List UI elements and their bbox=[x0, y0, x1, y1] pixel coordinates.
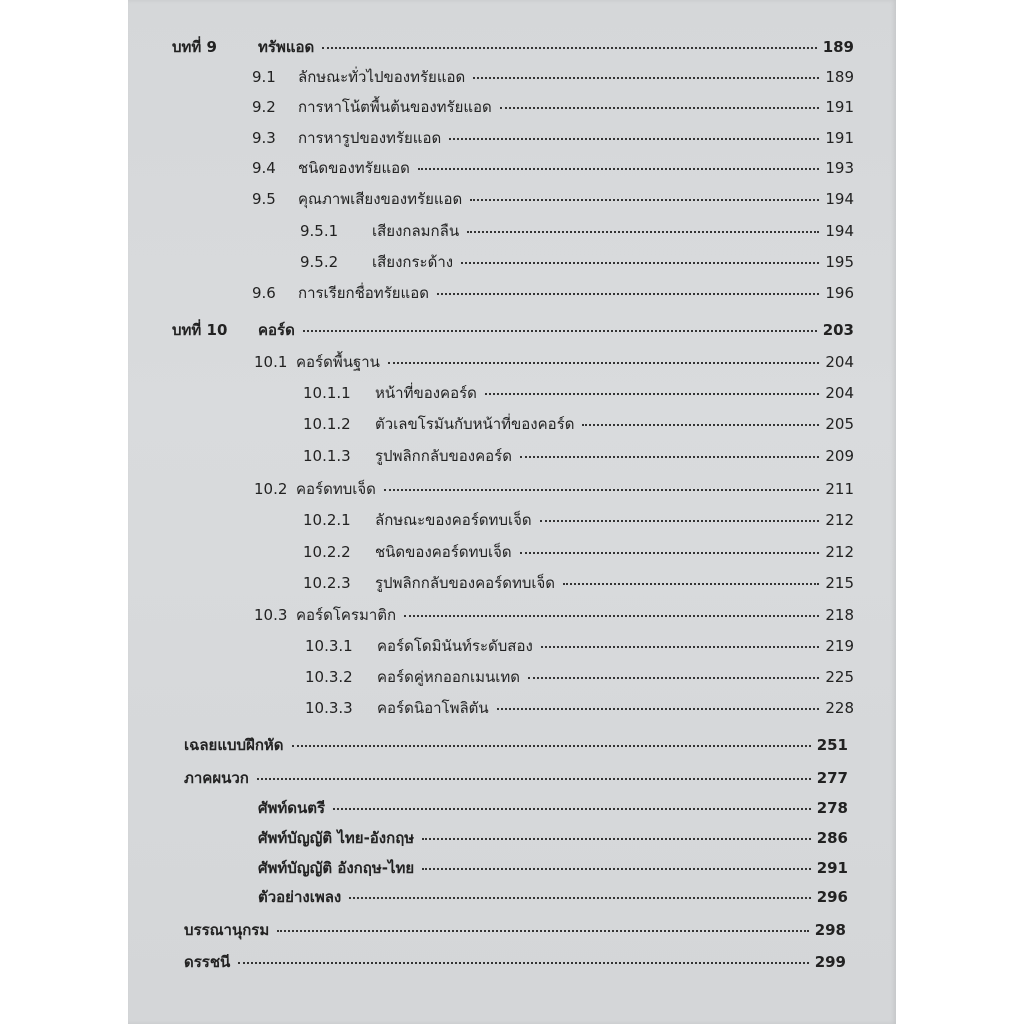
toc-number: 10.2 bbox=[254, 480, 288, 498]
dot-leader bbox=[467, 231, 819, 233]
toc-title: คอร์ดทบเจ็ด bbox=[296, 480, 376, 498]
toc-title: ตัวอย่างเพลง bbox=[258, 888, 342, 906]
toc-number: 10.2.3 bbox=[303, 574, 351, 592]
toc-title: ชนิดของทรัยแอด bbox=[298, 159, 410, 177]
toc-number: 9.6 bbox=[252, 284, 276, 302]
dot-leader bbox=[582, 424, 819, 426]
toc-title: คอร์ดโดมินันท์ระดับสอง bbox=[377, 637, 533, 655]
dot-leader bbox=[292, 745, 811, 747]
dot-leader bbox=[520, 456, 819, 458]
toc-title: คอร์ดพื้นฐาน bbox=[296, 353, 380, 371]
dot-leader bbox=[303, 330, 817, 332]
toc-entry bbox=[184, 733, 848, 757]
toc-page: 286 bbox=[816, 829, 848, 847]
toc-number: 9.5.1 bbox=[300, 222, 339, 240]
toc-number: 10.1 bbox=[254, 353, 288, 371]
toc-page: 219 bbox=[825, 637, 854, 655]
toc-number: 10.1.2 bbox=[303, 415, 351, 433]
toc-entry bbox=[172, 35, 854, 59]
toc-page: 212 bbox=[825, 511, 854, 529]
toc-title: รูปพลิกกลับของคอร์ด bbox=[375, 447, 512, 465]
toc-entry bbox=[252, 65, 854, 89]
toc-title: ศัพท์บัญญัติ อังกฤษ-ไทย bbox=[258, 859, 415, 877]
toc-entry bbox=[254, 477, 854, 501]
toc-number: 9.5.2 bbox=[300, 253, 339, 271]
toc-entry bbox=[305, 665, 854, 689]
toc-title: คุณภาพเสียงของทรัยแอด bbox=[298, 190, 463, 208]
dot-leader bbox=[422, 868, 811, 870]
toc-entry bbox=[252, 187, 854, 211]
dot-leader bbox=[418, 168, 819, 170]
toc-page: 209 bbox=[825, 447, 854, 465]
dot-leader bbox=[473, 77, 819, 79]
toc-title: ลักษณะของคอร์ดทบเจ็ด bbox=[375, 511, 532, 529]
dot-leader bbox=[497, 708, 820, 710]
dot-leader bbox=[322, 47, 816, 49]
toc-number: 10.3.3 bbox=[305, 699, 353, 717]
toc-number: 9.4 bbox=[252, 159, 276, 177]
toc-entry bbox=[258, 826, 848, 850]
toc-page: 225 bbox=[825, 668, 854, 686]
toc-title: เสียงกระด้าง bbox=[372, 253, 454, 271]
toc-number: 9.3 bbox=[252, 129, 276, 147]
dot-leader bbox=[422, 838, 811, 840]
toc-title: เสียงกลมกลืน bbox=[372, 222, 460, 240]
toc-entry bbox=[252, 156, 854, 180]
toc-entry bbox=[252, 126, 854, 150]
toc-page: 277 bbox=[816, 769, 848, 787]
toc-title: ดรรชนี bbox=[184, 953, 231, 971]
dot-leader bbox=[238, 962, 808, 964]
toc-number: 10.3 bbox=[254, 606, 288, 624]
dot-leader bbox=[349, 897, 810, 899]
toc-page: 215 bbox=[825, 574, 854, 592]
dot-leader bbox=[449, 138, 819, 140]
dot-leader bbox=[277, 930, 808, 932]
dot-leader bbox=[384, 489, 819, 491]
book-page bbox=[128, 0, 896, 1024]
dot-leader bbox=[563, 583, 819, 585]
toc-entry bbox=[258, 885, 848, 909]
toc-page: 191 bbox=[825, 129, 854, 147]
toc-title: เฉลยแบบฝึกหัด bbox=[184, 736, 284, 754]
toc-page: 211 bbox=[825, 480, 854, 498]
dot-leader bbox=[333, 808, 811, 810]
toc-title: คอร์ดนิอาโพลิตัน bbox=[377, 699, 489, 717]
toc-title: หน้าที่ของคอร์ด bbox=[375, 384, 477, 402]
toc-title: การหาโน้ตพื้นต้นของทรัยแอด bbox=[298, 98, 492, 116]
toc-page: 195 bbox=[825, 253, 854, 271]
toc-entry bbox=[303, 381, 854, 405]
toc-title: ชนิดของคอร์ดทบเจ็ด bbox=[375, 543, 512, 561]
toc-number: 9.1 bbox=[252, 68, 276, 86]
toc-title: ตัวเลขโรมันกับหน้าที่ของคอร์ด bbox=[375, 415, 575, 433]
toc-title: การหารูปของทรัยแอด bbox=[298, 129, 442, 147]
toc-title: การเรียกชื่อทรัยแอด bbox=[298, 284, 429, 302]
toc-number: 10.2.1 bbox=[303, 511, 351, 529]
toc-number: 10.3.2 bbox=[305, 668, 353, 686]
toc-page: 278 bbox=[816, 799, 848, 817]
toc-number: 10.1.1 bbox=[303, 384, 351, 402]
toc-page: 203 bbox=[822, 321, 854, 339]
toc-page: 205 bbox=[825, 415, 854, 433]
dot-leader bbox=[485, 393, 819, 395]
toc-entry bbox=[184, 950, 846, 974]
toc-title: คอร์ดโครมาติก bbox=[296, 606, 397, 624]
toc-page: 218 bbox=[825, 606, 854, 624]
toc-entry bbox=[172, 318, 854, 342]
toc-title: คอร์ดคู่หกออกเมนเทด bbox=[377, 668, 520, 686]
toc-page: 194 bbox=[825, 222, 854, 240]
toc-page: 296 bbox=[816, 888, 848, 906]
toc-entry bbox=[184, 918, 846, 942]
toc-entry bbox=[184, 766, 848, 790]
toc-page: 212 bbox=[825, 543, 854, 561]
dot-leader bbox=[257, 778, 811, 780]
toc-number: 10.1.3 bbox=[303, 447, 351, 465]
toc-title: ภาคผนวก bbox=[184, 769, 249, 787]
toc-entry bbox=[300, 250, 854, 274]
toc-entry bbox=[305, 634, 854, 658]
toc-number: 9.2 bbox=[252, 98, 276, 116]
toc-entry bbox=[254, 603, 854, 627]
toc-page: 193 bbox=[825, 159, 854, 177]
dot-leader bbox=[404, 615, 819, 617]
dot-leader bbox=[500, 107, 820, 109]
toc-entry bbox=[303, 540, 854, 564]
dot-leader bbox=[470, 199, 819, 201]
toc-page: 196 bbox=[825, 284, 854, 302]
toc-page: 299 bbox=[814, 953, 846, 971]
toc-number: 10.3.1 bbox=[305, 637, 353, 655]
toc-entry bbox=[300, 219, 854, 243]
toc-number: 9.5 bbox=[252, 190, 276, 208]
toc-entry bbox=[252, 281, 854, 305]
toc-entry bbox=[254, 350, 854, 374]
toc-page: 191 bbox=[825, 98, 854, 116]
toc-title: ลักษณะทั่วไปของทรัยแอด bbox=[298, 68, 466, 86]
toc-title: คอร์ด bbox=[258, 321, 295, 339]
dot-leader bbox=[520, 552, 820, 554]
dot-leader bbox=[540, 520, 820, 522]
toc-entry bbox=[258, 856, 848, 880]
dot-leader bbox=[528, 677, 819, 679]
dot-leader bbox=[541, 646, 820, 648]
toc-entry bbox=[303, 412, 854, 436]
toc-page: 189 bbox=[822, 38, 854, 56]
toc-entry bbox=[258, 796, 848, 820]
toc-page: 291 bbox=[816, 859, 848, 877]
dot-leader bbox=[461, 262, 819, 264]
toc-page: 194 bbox=[825, 190, 854, 208]
toc-title: รูปพลิกกลับของคอร์ดทบเจ็ด bbox=[375, 574, 556, 592]
toc-title: ศัพท์บัญญัติ ไทย-อังกฤษ bbox=[258, 829, 415, 847]
toc-entry bbox=[303, 571, 854, 595]
toc-entry bbox=[252, 95, 854, 119]
toc-title: ศัพท์ดนตรี bbox=[258, 799, 326, 817]
toc-entry bbox=[305, 696, 854, 720]
toc-page: 228 bbox=[825, 699, 854, 717]
toc-title: ทรัพแอด bbox=[258, 38, 315, 56]
toc-page: 251 bbox=[816, 736, 848, 754]
toc-number: บทที่ 9 bbox=[172, 38, 217, 56]
dot-leader bbox=[388, 362, 819, 364]
toc-page: 204 bbox=[825, 384, 854, 402]
toc-page: 204 bbox=[825, 353, 854, 371]
toc-number: บทที่ 10 bbox=[172, 321, 228, 339]
toc-title: บรรณานุกรม bbox=[184, 921, 270, 939]
toc-entry bbox=[303, 444, 854, 468]
toc-page: 189 bbox=[825, 68, 854, 86]
toc-number: 10.2.2 bbox=[303, 543, 351, 561]
toc-page: 298 bbox=[814, 921, 846, 939]
toc-entry bbox=[303, 508, 854, 532]
dot-leader bbox=[437, 293, 819, 295]
